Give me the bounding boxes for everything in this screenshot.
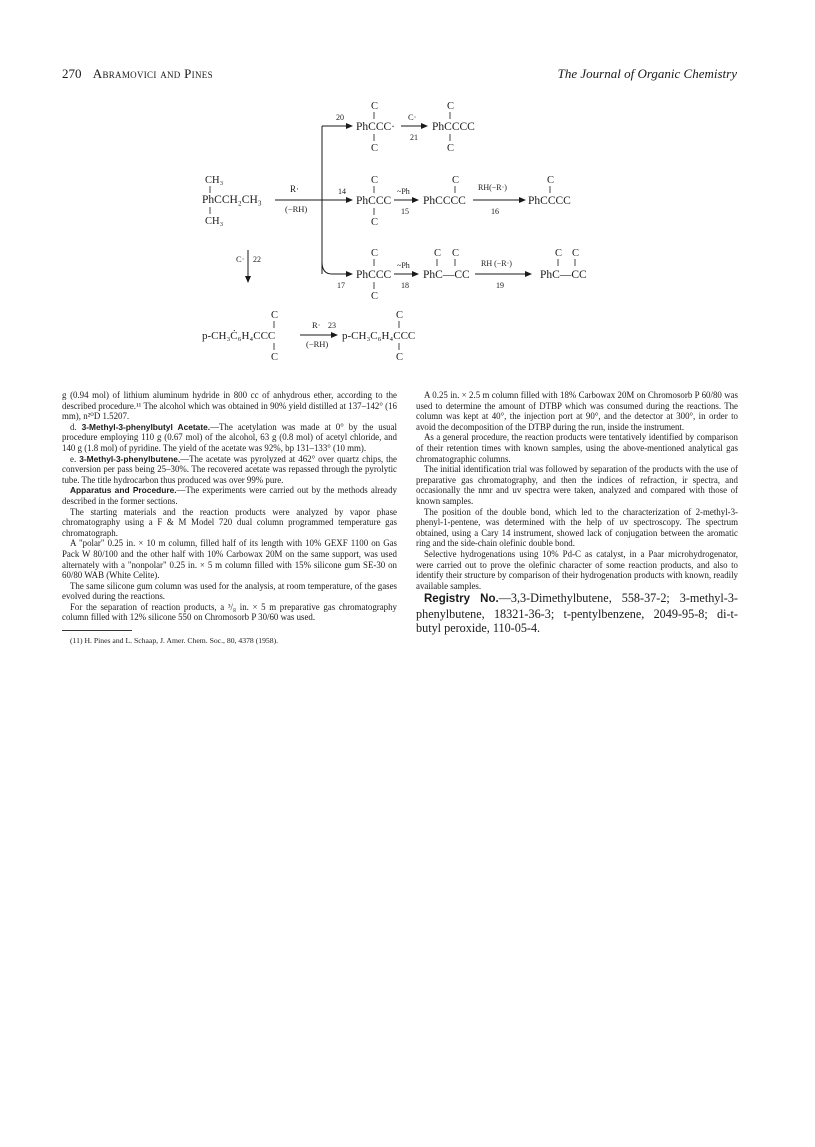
section-label: e. [70,453,77,464]
c-label: C [452,175,460,186]
registry-heading: Registry No. [424,593,499,606]
paragraph: g (0.94 mol) of lithium aluminum hydride in 800 cc of anhydrous ether, according to the described procedure.¹¹ The alcohol which was obtained in 90% yield distilled at 137–142° (16 mm), n²⁰D 1.5207. [62,390,397,422]
paragraph: A 0.25 in. × 2.5 m column filled with 18% Carbowax 20M on Chromosorb P 60/80 was used to determine the amount of DTBP which was consumed during the reactions. The column was kept at 40°, the injection port at 90°, and the detector at 300°, in order to avoid the decomposition of the DTBP during the run, inside the instrument. [416,390,738,432]
start-formula: PhCCH₂CH₃ [202,194,262,206]
ph-shift-label: ~Ph [397,187,410,196]
section-text: —The acetate was pyrolyzed at 462° over quartz chips, the conversion per pass being 25–30%. The recovered acetate was repassed through the pyrolytic tube. The title hydrocarbon thus produced was over 99% pure. [62,453,397,485]
step-19: 19 [496,281,504,290]
footnote-divider [62,630,132,631]
rh-r-label: RH (−R·) [481,259,512,268]
section-text: —The acetylation was made at 0° by the usual procedure employing 110 g (0.67 mol) of the alcohol, 63 g (0.8 mol) of acetyl chloride, and 140 g (1.8 mol) of pyridine. The yield of the acetate was 92%, bp 131–133° (10 mm). [62,421,397,453]
running-header-journal: The Journal of Organic Chemistry [557,66,737,81]
rh-r-label: RH(−R·) [478,183,507,192]
tolyl-product: p-CH₃C₆H₄CCC [342,330,416,342]
product-radical-20: PhCCC· [356,121,395,133]
paragraph: The same silicone gum column was used for the analysis, at room temperature, of the gases evolved during the reactions. [62,580,397,602]
step-20: 20 [336,113,344,122]
right-column [416,390,738,636]
section-heading: 3-Methyl-3-phenylbutene. [79,453,181,464]
section-heading: Apparatus and Procedure. [70,485,177,496]
step-14: 14 [338,187,346,196]
page-number: 270 [62,66,82,81]
start-ch3-top: CH₃ [205,175,224,186]
tolyl-radical: p-CH₃Ċ₆H₄CCC [202,330,276,342]
left-column [62,390,397,645]
c-radical-label: C· [408,112,417,122]
registry-text: —3,3-Dimethylbutene, 558-37-2; 3-methyl-3-phenylbutene, 18321-36-3; t-pentylbenzene, 2049-95-8; di-t-butyl peroxide, 110-05-4. [416,591,738,636]
c-label: C [371,175,379,186]
footnote: (11) H. Pines and L. Schaap, J. Amer. Chem. Soc., 80, 4378 (1958). [70,636,279,646]
ph-shift-label: ~Ph [397,261,410,270]
step-18: 18 [401,281,409,290]
minus-rh-label: (−RH) [306,339,329,349]
c-label: C [271,352,279,363]
paragraph: As a general procedure, the reaction products were tentatively identified by comparison of their retention times with known samples, using the above-mentioned analytical gas chromatographic columns. [416,432,738,464]
c-label: C [371,248,379,259]
paragraph: For the separation of reaction products, a ³/₈ in. × 5 m preparative gas chromatography column filled with 12% silicone 550 on Chromosorb P 30/60 was used. [62,601,397,623]
running-header-authors: Abramovici and Pines [92,66,213,81]
product-21: PhCCCC [432,121,475,133]
product-15: PhCCCC [423,195,466,207]
product-19: PhC—CC [540,269,587,281]
c-radical-label: C· [236,254,245,264]
section-d [62,422,397,454]
paragraph: The starting materials and the reaction products were analyzed by vapor phase chromatography using a F & M Model 720 dual column programmed temperature gas chromatograph. [62,506,397,538]
c-label: C [452,248,460,259]
c-label: C [434,248,442,259]
r-dot-label: R· [312,320,321,330]
c-label: C [371,101,379,112]
c-label: C [447,101,455,112]
step-22: 22 [253,255,261,264]
c-label: C [555,248,563,259]
start-radical-label: R· [290,184,299,194]
c-label: C [396,352,404,363]
branch-arrow-17 [322,262,352,274]
product-18: PhC—CC [423,269,470,281]
step-15: 15 [401,207,409,216]
start-minus-rh-label: (−RH) [285,204,308,214]
c-label: C [371,143,379,154]
c-label: C [572,248,580,259]
section-apparatus [62,485,397,506]
c-label: C [547,175,555,186]
section-text: —The experiments were carried out by the methods already described in the former sections. [62,485,397,506]
paragraph: Selective hydrogenations using 10% Pd-C as catalyst, in a Paar microhydrogenator, were carried out to prove the olefinic character of some reaction products, and also to identify their structure by comparison of their hydrogenation products with known, readily available samples. [416,548,738,591]
c-label: C [447,143,455,154]
c-label: C [371,217,379,228]
start-ch3-bottom: CH₃ [205,216,224,227]
step-17: 17 [337,281,345,290]
paragraph: The position of the double bond, which led to the characterization of 2-methyl-3-phenyl-1-pentene, was determined with the help of uv spectroscopy. The spectrum obtained, using a Cary 14 instrument, showed lack of conjugation between the aromatic ring and the side-chain olefinic double bond. [416,506,738,549]
reaction-scheme [0,0,815,380]
paragraph: The initial identification trial was followed by separation of the products with the use of preparative gas chromatography, and then the indices of refraction, ir spectra, and occasionally the nmr and uv spectra were taken, analyzed and compared with those of known samples. [416,464,738,506]
c-label: C [371,291,379,302]
product-14: PhCCC [356,195,392,207]
section-e [62,454,397,486]
step-16: 16 [491,207,499,216]
product-17: PhCCC [356,269,392,281]
section-heading: 3-Methyl-3-phenylbutyl Acetate. [81,421,211,432]
c-label: C [396,310,404,321]
product-16: PhCCCC [528,195,571,207]
paragraph: A "polar" 0.25 in. × 10 m column, filled half of its length with 10% GEXF 1100 on Gas Pack W 80/100 and the other half with 10% Carbowax 20M on the same support, was used alternately with a "nonpolar" 0.25 in. × 5 m column filled with 15% silicone gum SE-30 on 60/80 WAB (White Celite). [62,538,397,581]
step-21: 21 [410,133,418,142]
step-23: 23 [328,321,336,330]
c-label: C [271,310,279,321]
section-label: d. [70,421,77,432]
registry-numbers [416,591,738,635]
